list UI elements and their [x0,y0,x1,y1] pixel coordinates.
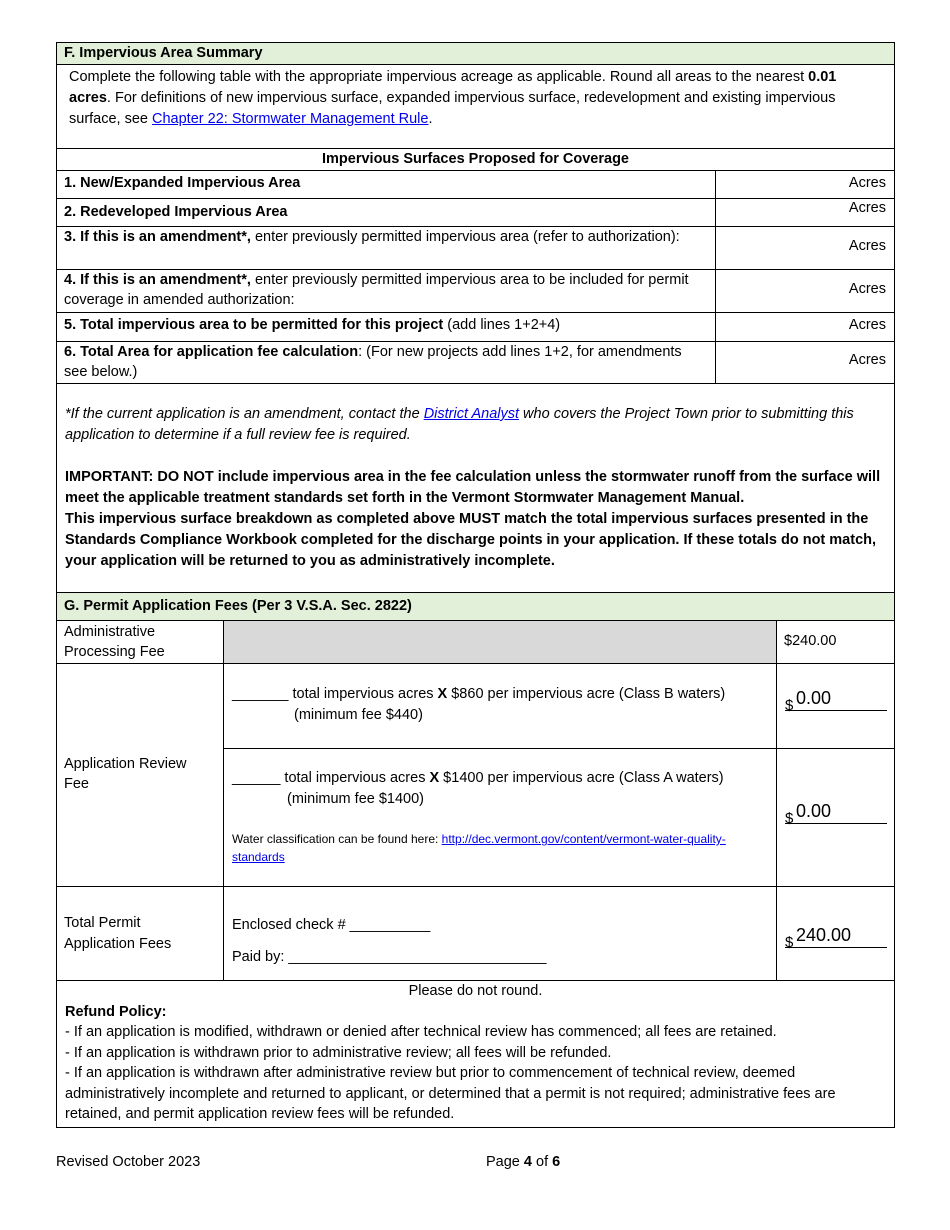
admin-fee-amount: $240.00 [776,621,894,663]
impervious-row-5: 5. Total impervious area to be permitted for this project (add lines 1+2+4) Acres [57,313,894,342]
total-fees-row [57,887,894,981]
match-note: This impervious surface breakdown as completed above MUST match the total impervious surfaces presented in the Standards Compliance Workbook completed for the discharge points in your application. If these totals do not match, your application will be returned to you as administratively incomplete. [65,511,877,569]
refund-section [57,981,894,1127]
section-f-header: F. Impervious Area Summary [57,43,894,65]
class-a-row: ______ total impervious acres X $1400 per impervious acre (Class A waters) (minimum fee $1400) Water classification can be found here: http://dec.vermont.gov/content/vermont-water-quality-standards $ 0.00 [224,748,894,886]
review-fee-row [57,664,894,887]
total-fees-label: Total Permit Application Fees [64,915,172,952]
page-number: Page 4 of 6 [486,1154,561,1170]
impervious-row-1: 1. New/Expanded Impervious Area Acres [57,171,894,199]
class-b-row: _______ total impervious acres X $860 per impervious acre (Class B waters) (minimum fee $440) $ 0.00 [224,664,894,749]
admin-fee-label: Administrative Processing Fee [64,624,165,660]
acres-label: Acres [848,175,886,191]
acres-label: Acres [848,317,886,333]
amendment-note: *If the current application is an amendment, contact the District Analyst who covers the Project Town prior to submitting this application to determine if a full review fee is required. [65,406,854,443]
section-f-notes [57,384,894,593]
acres-label: Acres [848,238,886,254]
refund-policy-title: Refund Policy: [65,1003,167,1020]
acres-label: Acres [848,200,886,216]
do-not-round-note: Please do not round. [408,983,543,999]
impervious-table-title: Impervious Surfaces Proposed for Coverage [57,149,894,171]
check-number-field[interactable]: Enclosed check # __________ [232,917,431,933]
refund-item: - If an application is modified, withdrawn or denied after technical review has commenced; all fees are retained. [65,1024,777,1040]
chapter-22-link[interactable]: Chapter 22: Stormwater Management Rule [152,111,429,127]
acres-label: Acres [848,352,886,368]
total-fee-field[interactable]: $ 240.00 [785,921,887,948]
acres-label: Acres [848,281,886,297]
class-a-fee-field[interactable]: $ 0.00 [785,799,887,824]
section-f-intro: Complete the following table with the appropriate impervious acreage as applicable. Round all areas to the nearest 0.01 acres. For definitions of new impervious surface, expanded impervious surface, redevelopment and existing impervious surface, see Chapter 22: Stormwater Management Rule. [57,65,894,149]
impervious-row-3: 3. If this is an amendment*, enter previously permitted impervious area (refer to authorization): Acres [57,227,894,270]
district-analyst-link[interactable]: District Analyst [423,406,520,422]
impervious-row-2: 2. Redeveloped Impervious Area Acres [57,199,894,227]
water-classification-note: Water classification can be found here: http://dec.vermont.gov/content/vermont-water-quality-standards [232,832,726,864]
review-fee-label: Application Review Fee [64,756,187,792]
refund-item: - If an application is withdrawn after administrative review but prior to commencement of technical review, deemed administratively incomplete and returned to applicant, or determined that a permit is not required; administrative fees are retained, and permit application review fees will be refunded. [65,1065,836,1122]
class-b-fee-field[interactable]: $ 0.00 [785,686,887,711]
important-note: IMPORTANT: DO NOT include impervious area in the fee calculation unless the stormwater runoff from the surface will meet the applicable treatment standards set forth in the Vermont Stormwater Management Manual. [65,469,881,506]
impervious-row-4: 4. If this is an amendment*, enter previously permitted impervious area to be included for permit coverage in amended authorization: Acres [57,270,894,313]
refund-item: - If an application is withdrawn prior to administrative review; all fees will be refunded. [65,1044,612,1061]
revision-date: Revised October 2023 [56,1154,201,1170]
class-a-acres-field[interactable]: ______ [232,770,281,786]
form-sheet [56,42,895,1128]
impervious-row-6: 6. Total Area for application fee calculation: (For new projects add lines 1+2, for amendments see below.) Acres [57,342,894,384]
admin-fee-row [57,621,894,664]
water-quality-standards-link[interactable]: http://dec.vermont.gov/content/vermont-water-quality-standards [232,832,726,864]
admin-fee-shaded-cell [223,621,776,663]
paid-by-field[interactable]: Paid by: ________________________________ [232,949,547,965]
section-g-header: G. Permit Application Fees (Per 3 V.S.A. Sec. 2822) [57,593,894,621]
class-b-acres-field[interactable]: _______ [232,686,289,702]
